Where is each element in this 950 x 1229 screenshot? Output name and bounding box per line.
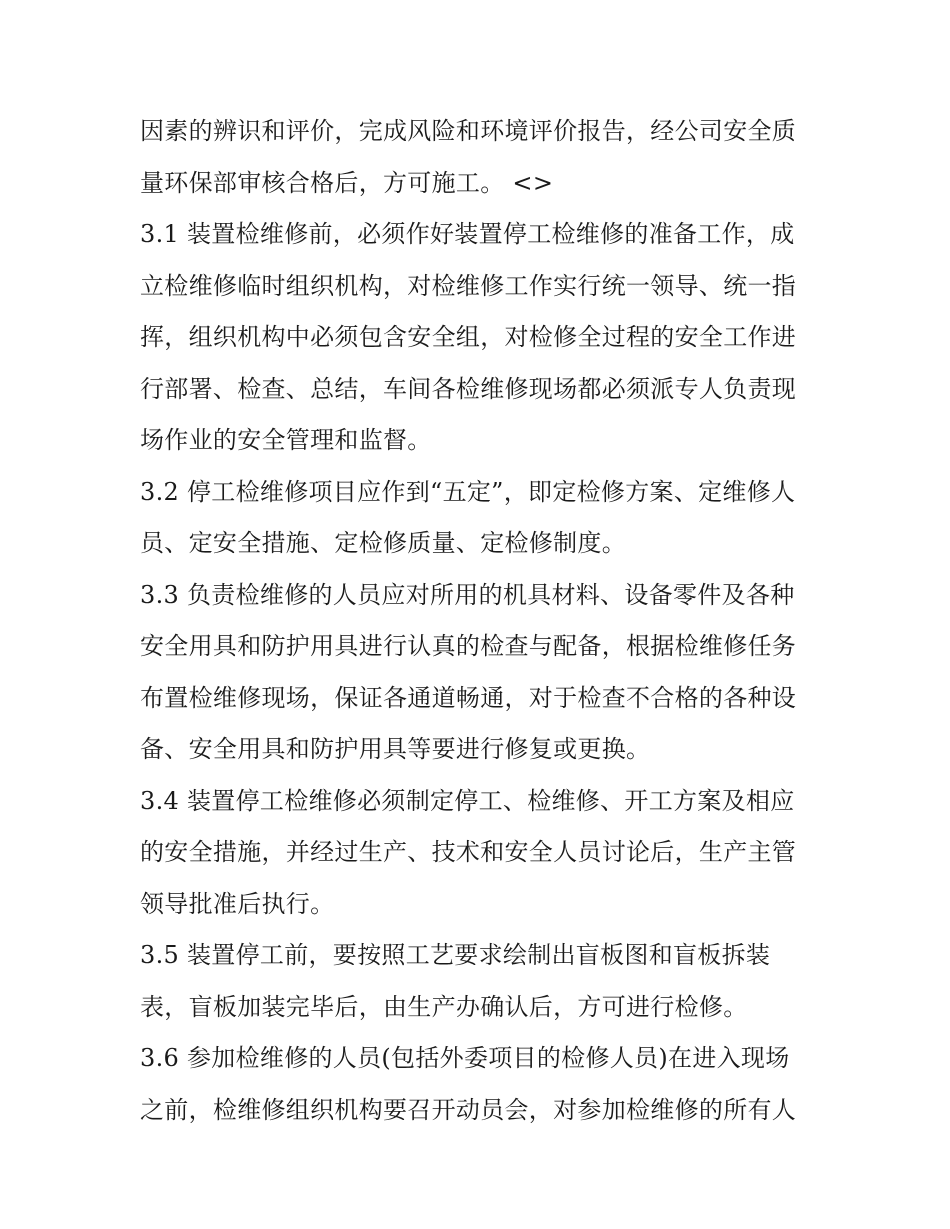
text-line: 3.3 负责检维修的人员应对所用的机具材料、设备零件及各种 (140, 580, 795, 609)
text-line: 之前，检维修组织机构要召开动员会，对参加检维修的所有人 (140, 1095, 797, 1124)
text-line: 3.4 装置停工检维修必须制定停工、检维修、开工方案及相应 (140, 786, 795, 815)
text-line: 行部署、检查、总结，车间各检维修现场都必须派专人负责现 (140, 374, 797, 403)
text-line: 3.5 装置停工前，要按照工艺要求绘制出盲板图和盲板拆装 (140, 941, 771, 969)
text-line: 量环保部审核合格后，方可施工。 <> (140, 168, 554, 197)
text-line: 3.6 参加检维修的人员(包括外委项目的检修人员)在进入现场 (140, 1044, 790, 1072)
text-line: 的安全措施，并经过生产、技术和安全人员讨论后，生产主管 (140, 838, 797, 866)
text-line: 员、定安全措施、定检修质量、定检修制度。 (140, 529, 626, 557)
text-line: 3.2 停工检维修项目应作到“五定”，即定检修方案、定维修人 (140, 477, 796, 506)
text-line: 安全用具和防护用具进行认真的检查与配备，根据检维修任务 (140, 632, 797, 660)
text-line: 立检维修临时组织机构，对检维修工作实行统一领导、统一指 (140, 271, 797, 300)
text-line: 因素的辨识和评价，完成风险和环境评价报告，经公司安全质 (140, 117, 797, 145)
text-line: 场作业的安全管理和监督。 (140, 426, 432, 454)
text-line: 挥，组织机构中必须包含安全组，对检修全过程的安全工作进 (140, 323, 797, 351)
text-line: 领导批准后执行。 (140, 889, 335, 918)
text-line: 布置检维修现场，保证各通道畅通，对于检查不合格的各种设 (140, 683, 797, 712)
text-line: 3.1 装置检维修前，必须作好装置停工检维修的准备工作，成 (140, 220, 795, 248)
text-line: 表，盲板加装完毕后，由生产办确认后，方可进行检修。 (140, 992, 748, 1021)
text-line: 备、安全用具和防护用具等要进行修复或更换。 (140, 735, 651, 763)
document-body (140, 106, 820, 1136)
